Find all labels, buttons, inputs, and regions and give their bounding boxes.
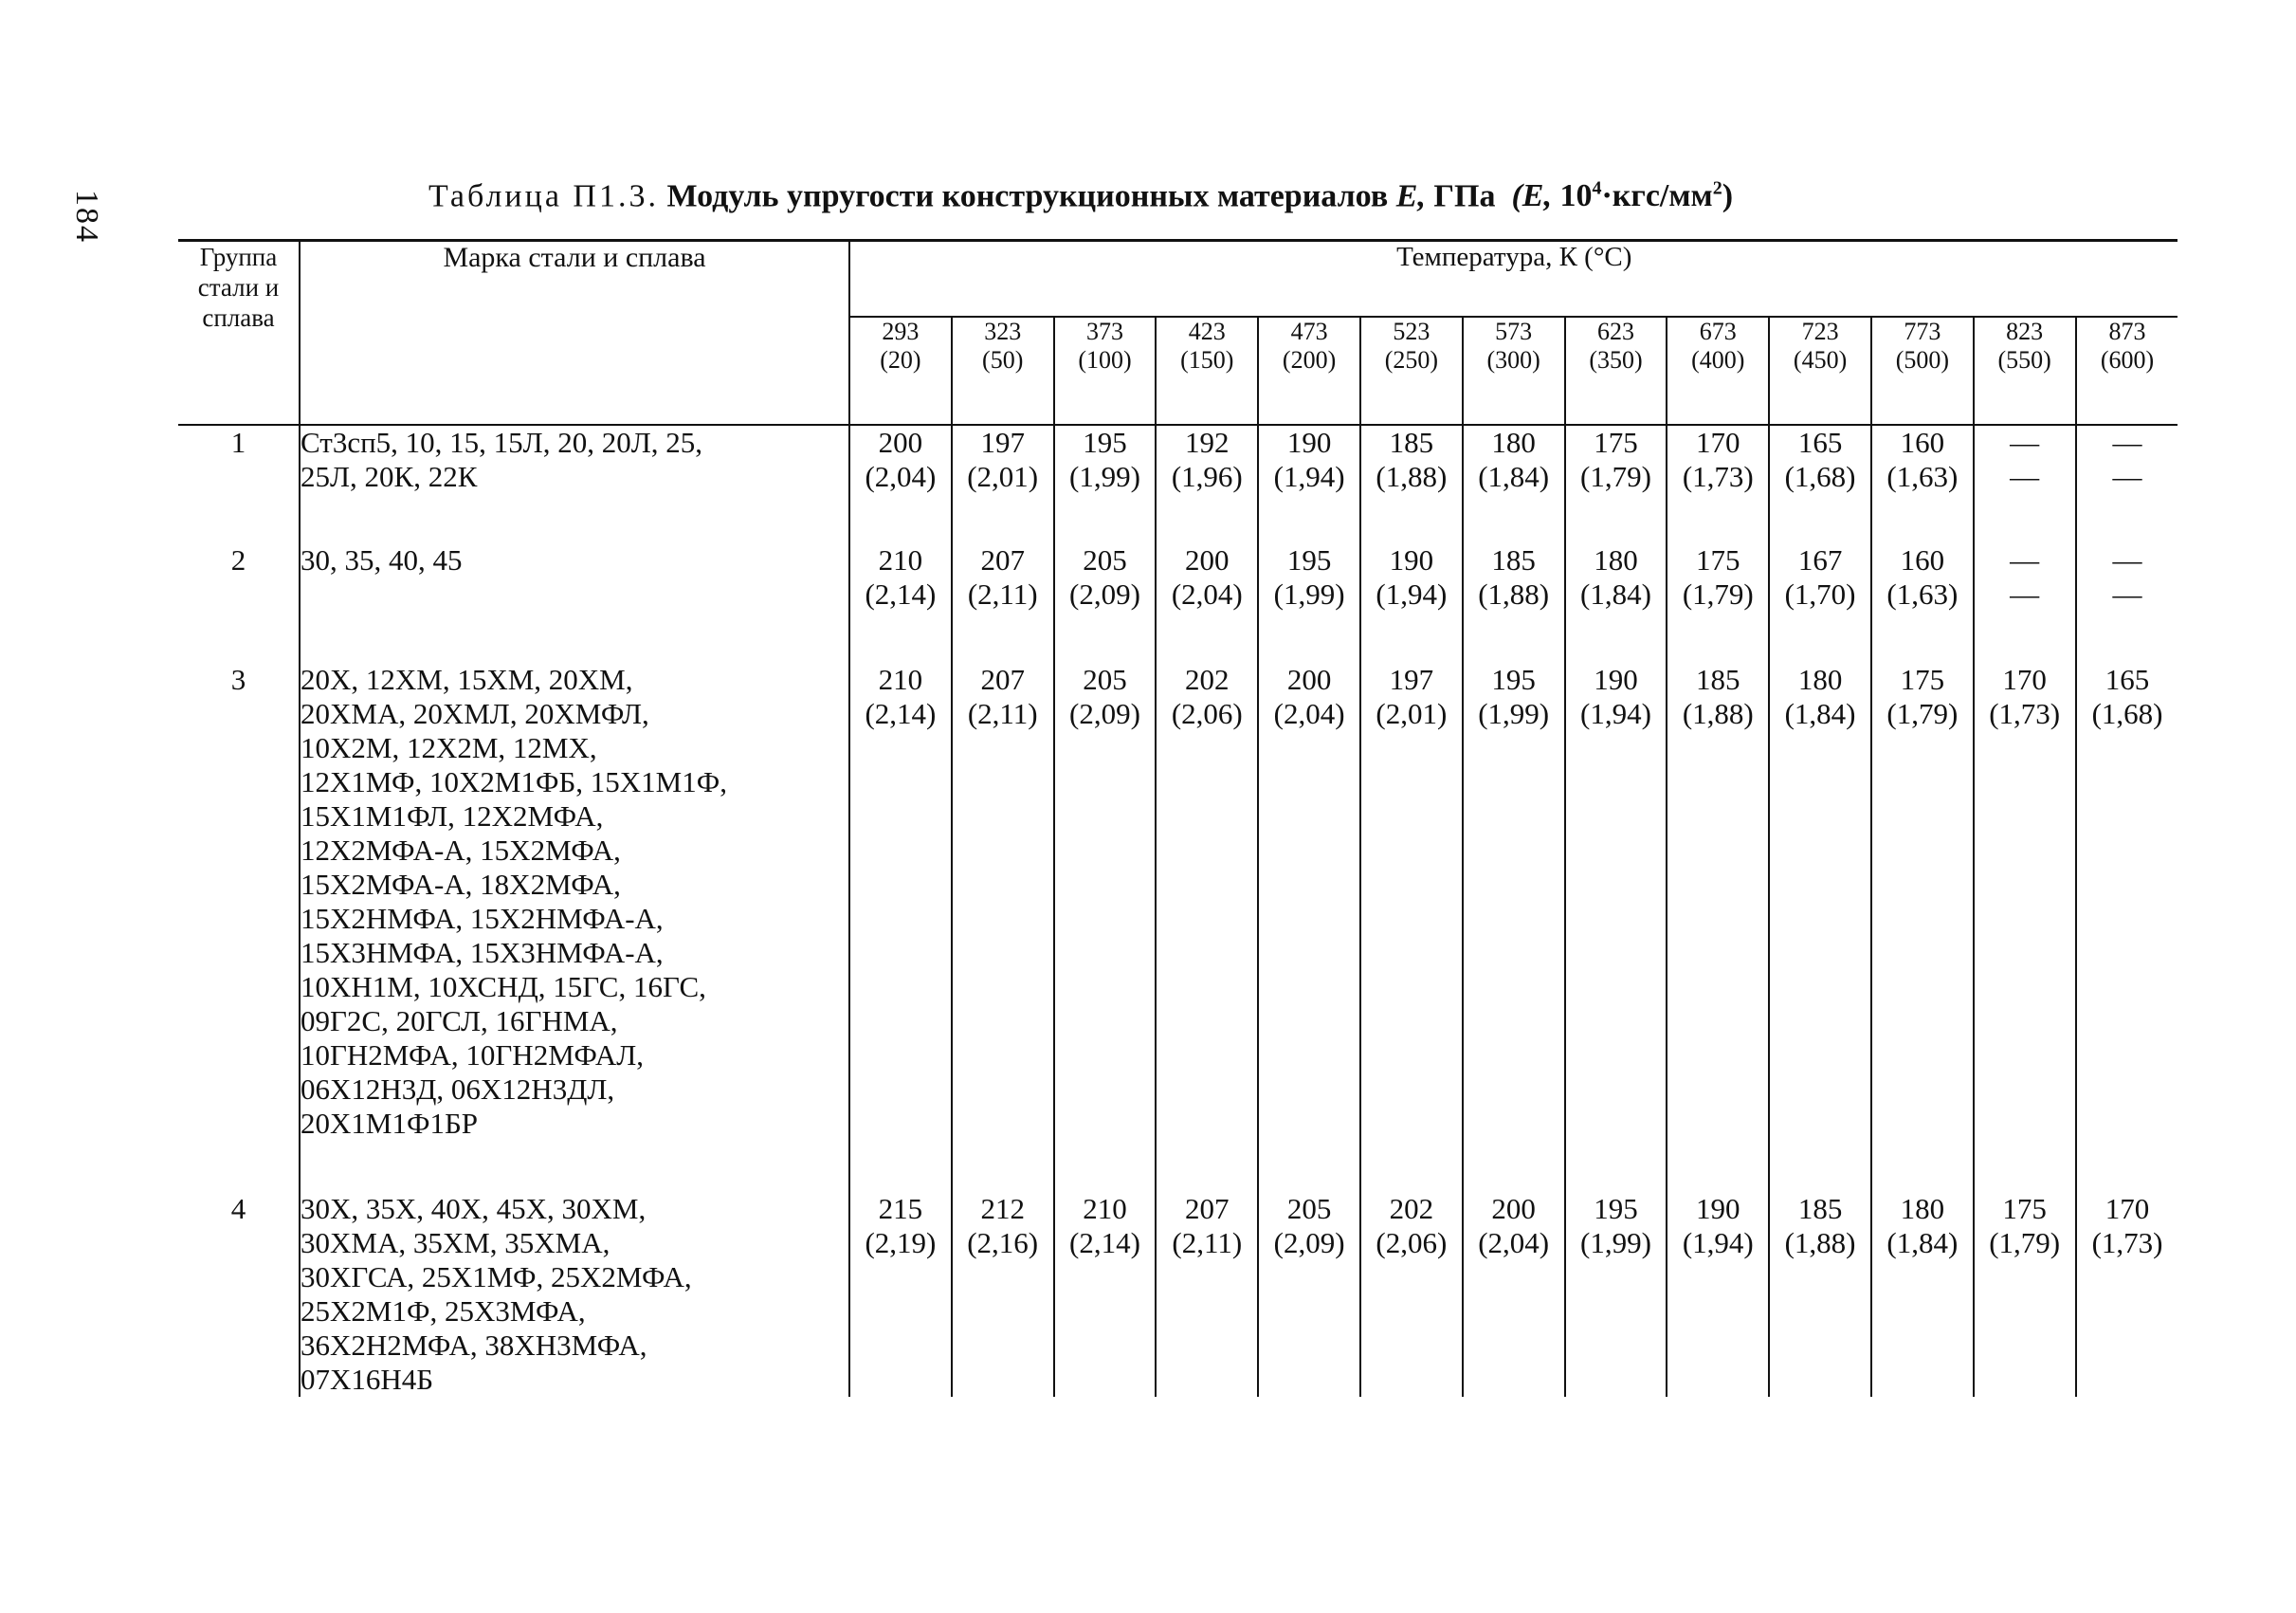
grade-line: 30Х, 35Х, 40Х, 45Х, 30ХМ,	[301, 1192, 647, 1225]
header-temp-col: 373 (100)	[1054, 317, 1157, 425]
grade-line: 10ГН2МФА, 10ГН2МФАЛ,	[301, 1038, 645, 1072]
modulus-cell: 210 (2,14)	[849, 543, 952, 663]
grade-line: 15Х2МФА-А, 18Х2МФА,	[301, 868, 621, 901]
group-cell: 2	[178, 543, 300, 663]
header-temp-col: 473 (200)	[1258, 317, 1360, 425]
header-temp-col: 573 (300)	[1463, 317, 1565, 425]
caption-lead: Таблица П1.3.	[428, 178, 659, 214]
grade-line: 09Г2С, 20ГСЛ, 16ГНМА,	[301, 1004, 618, 1037]
header-temp-col: 523 (250)	[1360, 317, 1463, 425]
table-row	[178, 1192, 2178, 1397]
header-temp-col: 723 (450)	[1769, 317, 1871, 425]
group-cell: 1	[178, 425, 300, 543]
modulus-cell: 170 (1,73)	[1974, 663, 2076, 1192]
grade-line: 12Х2МФА-А, 15Х2МФА,	[301, 834, 621, 867]
modulus-cell: 195 (1,99)	[1565, 1192, 1667, 1397]
grade-line: 20ХМА, 20ХМЛ, 20ХМФЛ,	[301, 697, 649, 730]
header-grade: Марка стали и сплава	[300, 241, 849, 426]
caption-symbol: E,	[1395, 178, 1426, 214]
caption-title: Модуль упругости конструкционных материалов	[666, 178, 1389, 214]
modulus-cell: 170 (1,73)	[1667, 425, 1769, 543]
group-cell: 4	[178, 1192, 300, 1397]
modulus-cell: 165 (1,68)	[2091, 663, 2163, 730]
modulus-cell: 192 (1,96)	[1156, 425, 1258, 543]
header-temp-col: 773 (500)	[1871, 317, 1974, 425]
header-temp-col: 623 (350)	[1565, 317, 1667, 425]
modulus-cell: 180 (1,84)	[1871, 1192, 1974, 1397]
grade-cell	[300, 543, 849, 663]
modulus-cell: 197 (2,01)	[1360, 663, 1463, 1192]
header-temp-col: 673 (400)	[1667, 317, 1769, 425]
table-row	[178, 663, 2178, 1192]
grade-cell	[300, 663, 849, 1192]
table-row	[178, 543, 2178, 663]
caption-unit: ГПа	[1433, 178, 1496, 214]
grade-cell	[300, 425, 849, 543]
modulus-cell: 197 (2,01)	[952, 425, 1054, 543]
modulus-cell: 165 (1,68)	[1769, 425, 1871, 543]
modulus-cell: 190 (1,94)	[1667, 1192, 1769, 1397]
modulus-cell: 200 (2,04)	[1156, 543, 1258, 663]
modulus-cell: 175 (1,79)	[1974, 1192, 2076, 1397]
header-temp-col: 293 (20)	[849, 317, 952, 425]
table-caption	[428, 178, 2230, 214]
modulus-cell: 190 (1,94)	[1258, 425, 1360, 543]
modulus-cell: 210 (2,14)	[1054, 1192, 1157, 1397]
modulus-cell: 207 (2,11)	[952, 663, 1054, 1192]
modulus-cell: 190 (1,94)	[1360, 543, 1463, 663]
modulus-cell: 167 (1,70)	[1769, 543, 1871, 663]
grade-line: Ст3сп5, 10, 15, 15Л, 20, 20Л, 25,	[301, 426, 702, 459]
grade-line: 10ХН1М, 10ХСНД, 15ГС, 16ГС,	[301, 970, 706, 1003]
table-row	[178, 425, 2178, 543]
modulus-cell: 210 (2,14)	[849, 663, 952, 1192]
grade-line: 15Х2НМФА, 15Х2НМФА-А,	[301, 902, 664, 935]
header-temp-col: 823 (550)	[1974, 317, 2076, 425]
grade-line: 07Х16Н4Б	[301, 1363, 434, 1396]
header-temp-col: 323 (50)	[952, 317, 1054, 425]
modulus-cell: 207 (2,11)	[1156, 1192, 1258, 1397]
modulus-cell: 190 (1,94)	[1565, 663, 1667, 1192]
modulus-cell: 212 (2,16)	[952, 1192, 1054, 1397]
modulus-cell: — —	[1974, 543, 2076, 663]
modulus-cell: 195 (1,99)	[1054, 425, 1157, 543]
modulus-cell: 180 (1,84)	[1463, 425, 1565, 543]
modulus-cell: 207 (2,11)	[952, 543, 1054, 663]
grade-line: 15Х1М1ФЛ, 12Х2МФА,	[301, 799, 604, 833]
grade-line: 12Х1МФ, 10Х2М1ФБ, 15Х1М1Ф,	[301, 765, 727, 798]
modulus-cell: 215 (2,19)	[849, 1192, 952, 1397]
modulus-cell: 195 (1,99)	[1258, 543, 1360, 663]
modulus-cell: 160 (1,63)	[1871, 543, 1974, 663]
modulus-cell: 185 (1,88)	[1360, 425, 1463, 543]
modulus-cell: 175 (1,79)	[1871, 663, 1974, 1192]
modulus-cell: 205 (2,09)	[1054, 663, 1157, 1192]
header-group: Группа стали и сплава	[178, 241, 300, 426]
modulus-cell: 180 (1,84)	[1565, 543, 1667, 663]
modulus-cell: 205 (2,09)	[1054, 543, 1157, 663]
grade-line: 36Х2Н2МФА, 38ХН3МФА,	[301, 1329, 647, 1362]
modulus-cell: 195 (1,99)	[1463, 663, 1565, 1192]
grade-line: 25Л, 20К, 22К	[301, 460, 478, 493]
modulus-cell: 185 (1,88)	[1667, 663, 1769, 1192]
grade-line: 15Х3НМФА, 15Х3НМФА-А,	[301, 936, 664, 969]
group-cell: 3	[178, 663, 300, 1192]
modulus-cell: 202 (2,06)	[1156, 663, 1258, 1192]
modulus-cell: — —	[1974, 425, 2076, 543]
modulus-cell: 185 (1,88)	[1463, 543, 1565, 663]
grade-line: 10Х2М, 12Х2М, 12МХ,	[301, 731, 597, 764]
header-temperature: Температура, К (°C)	[849, 241, 2178, 318]
modulus-cell: 175 (1,79)	[1667, 543, 1769, 663]
modulus-cell: 200 (2,04)	[849, 425, 952, 543]
modulus-cell: 175 (1,79)	[1565, 425, 1667, 543]
grade-line: 20Х1М1Ф1БР	[301, 1107, 478, 1140]
header-temp-col: 423 (150)	[1156, 317, 1258, 425]
page-number: 184	[69, 190, 104, 244]
modulus-cell: 200 (2,04)	[1258, 663, 1360, 1192]
modulus-cell: — —	[2112, 426, 2142, 493]
caption-alt-unit: (E, $10^4\cdot кгс/мм^2$)	[1511, 178, 1734, 214]
modulus-cell: 200 (2,04)	[1463, 1192, 1565, 1397]
grade-line: 30ХГСА, 25Х1МФ, 25Х2МФА,	[301, 1260, 692, 1293]
grade-line: 30, 35, 40, 45	[301, 543, 463, 577]
modulus-cell: 170 (1,73)	[2091, 1192, 2163, 1259]
grade-line: 30ХМА, 35ХМ, 35ХМА,	[301, 1226, 610, 1259]
modulus-cell: 185 (1,88)	[1769, 1192, 1871, 1397]
modulus-cell: 202 (2,06)	[1360, 1192, 1463, 1397]
modulus-cell: 160 (1,63)	[1871, 425, 1974, 543]
grade-cell	[300, 1192, 849, 1397]
grade-line: 06Х12Н3Д, 06Х12Н3ДЛ,	[301, 1072, 615, 1106]
modulus-cell: 180 (1,84)	[1769, 663, 1871, 1192]
elastic-modulus-table	[178, 239, 2178, 1397]
modulus-cell: 205 (2,09)	[1258, 1192, 1360, 1397]
grade-line: 25Х2М1Ф, 25Х3МФА,	[301, 1294, 586, 1328]
modulus-cell: — —	[2112, 543, 2142, 611]
header-temp-col: 873 (600)	[2076, 317, 2178, 425]
grade-line: 20Х, 12ХМ, 15ХМ, 20ХМ,	[301, 663, 633, 696]
